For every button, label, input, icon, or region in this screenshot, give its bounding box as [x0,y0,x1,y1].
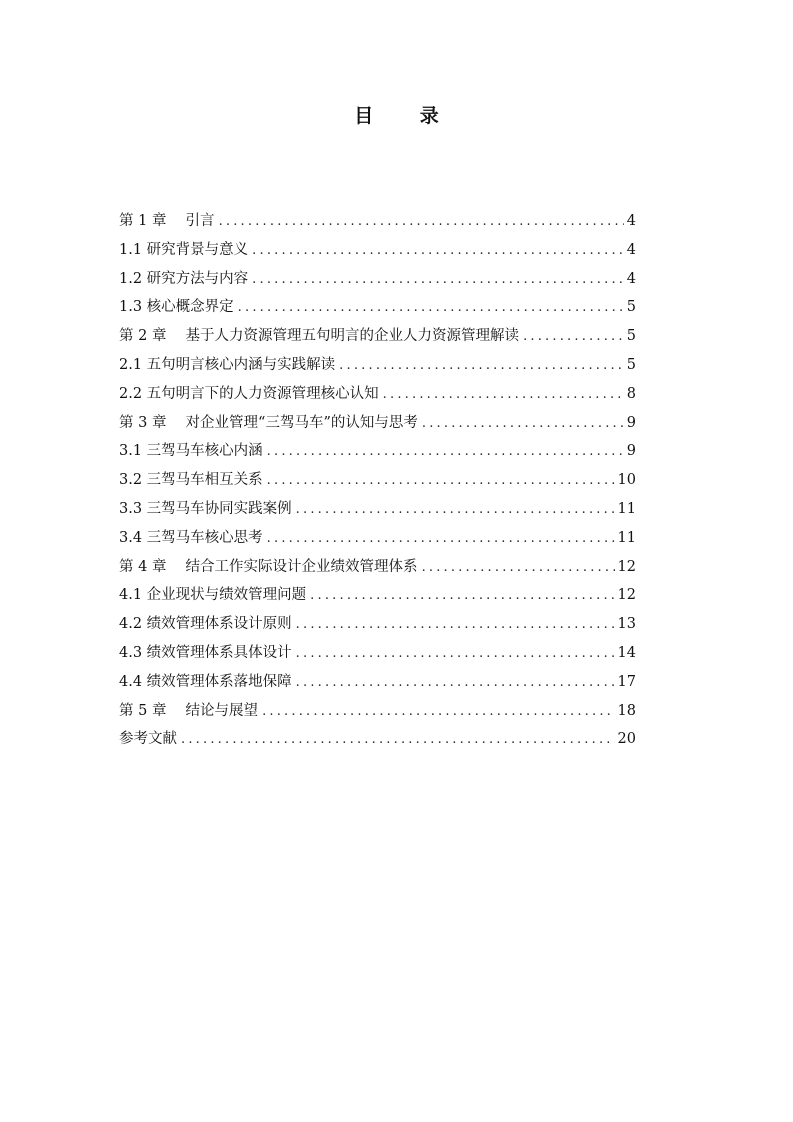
table-of-contents [119,207,636,754]
toc-page-number: 4 [626,213,636,229]
toc-leader-dots [296,669,615,698]
toc-entry-title: 4.3 绩效管理体系具体设计 [119,644,292,661]
toc-entry[interactable] [119,697,636,726]
toc-entry[interactable] [119,668,636,697]
toc-entry[interactable] [119,437,636,466]
toc-page-number: 18 [617,702,636,719]
toc-entry-title: 参考文献 [119,731,177,748]
toc-leader-dots [252,237,624,266]
toc-leader-dots [296,496,615,525]
toc-entry-title: 4.1 企业现状与绩效管理问题 [119,587,307,604]
toc-entry-title: 第 4 章 结合工作实际设计企业绩效管理体系 [119,558,418,575]
toc-page-number: 10 [617,472,636,489]
toc-entry[interactable] [119,351,636,380]
toc-entry[interactable] [119,610,636,639]
toc-entry-title: 2.1 五句明言核心内涵与实践解读 [119,356,336,373]
toc-entry-title: 3.2 三驾马车相互关系 [119,472,263,489]
toc-page-number: 14 [617,644,636,661]
toc-page-number: 13 [617,616,636,633]
toc-page-number: 17 [617,673,636,690]
toc-entry[interactable] [119,725,636,754]
toc-leader-dots [181,726,615,755]
toc-entry[interactable] [119,322,636,351]
toc-page-number: 9 [626,414,636,431]
toc-leader-dots [267,438,624,467]
toc-page-number: 8 [626,385,636,402]
toc-leader-dots [267,525,615,554]
toc-leader-dots [238,294,624,323]
toc-leader-dots [422,410,624,439]
toc-entry-title: 1.1 研究背景与意义 [119,241,249,258]
toc-leader-dots [310,582,614,611]
toc-leader-dots [267,467,615,496]
toc-entry-title: 第 3 章 对企业管理“三驾马车”的认知与思考 [119,414,418,431]
toc-entry-title: 1.2 研究方法与内容 [119,270,249,287]
toc-entry[interactable] [119,293,636,322]
toc-entry-title: 第 5 章 结论与展望 [119,702,259,719]
toc-entry[interactable] [119,639,636,668]
toc-leader-dots [339,352,624,381]
toc-entry[interactable] [119,466,636,495]
toc-page-number: 4 [626,241,636,258]
toc-entry[interactable] [119,236,636,265]
toc-entry-title: 3.1 三驾马车核心内涵 [119,443,263,460]
toc-entry[interactable] [119,207,636,236]
toc-leader-dots [523,323,624,352]
page-title: 目 录 [354,105,459,127]
toc-entry[interactable] [119,409,636,438]
toc-page-number: 11 [617,500,636,517]
toc-leader-dots [296,640,615,669]
toc-leader-dots [219,208,624,237]
toc-page-number: 20 [617,731,636,748]
toc-page-number: 5 [626,356,636,373]
toc-entry-title: 1.3 核心概念界定 [119,299,234,316]
toc-page-number: 12 [617,558,636,575]
toc-entry-title: 第 2 章 基于人力资源管理五句明言的企业人力资源管理解读 [119,328,520,345]
toc-entry[interactable] [119,380,636,409]
toc-page-number: 4 [626,270,636,287]
toc-entry[interactable] [119,553,636,582]
toc-leader-dots [383,381,624,410]
toc-page-number: 12 [617,587,636,604]
toc-leader-dots [296,611,615,640]
toc-entry-title: 2.2 五句明言下的人力资源管理核心认知 [119,385,379,402]
toc-leader-dots [262,698,614,727]
toc-entry-title: 3.4 三驾马车核心思考 [119,529,263,546]
toc-entry[interactable] [119,265,636,294]
toc-entry[interactable] [119,524,636,553]
toc-entry-title: 4.2 绩效管理体系设计原则 [119,616,292,633]
toc-entry-title: 第 1 章 引言 [119,213,215,229]
toc-entry-title: 4.4 绩效管理体系落地保障 [119,673,292,690]
toc-page-number: 9 [626,443,636,460]
toc-page-number: 11 [617,529,636,546]
toc-entry-title: 3.3 三驾马车协同实践案例 [119,500,292,517]
toc-entry[interactable] [119,495,636,524]
toc-leader-dots [252,266,624,295]
toc-entry[interactable] [119,581,636,610]
toc-page-number: 5 [626,328,636,345]
toc-page-number: 5 [626,299,636,316]
toc-leader-dots [422,554,615,583]
